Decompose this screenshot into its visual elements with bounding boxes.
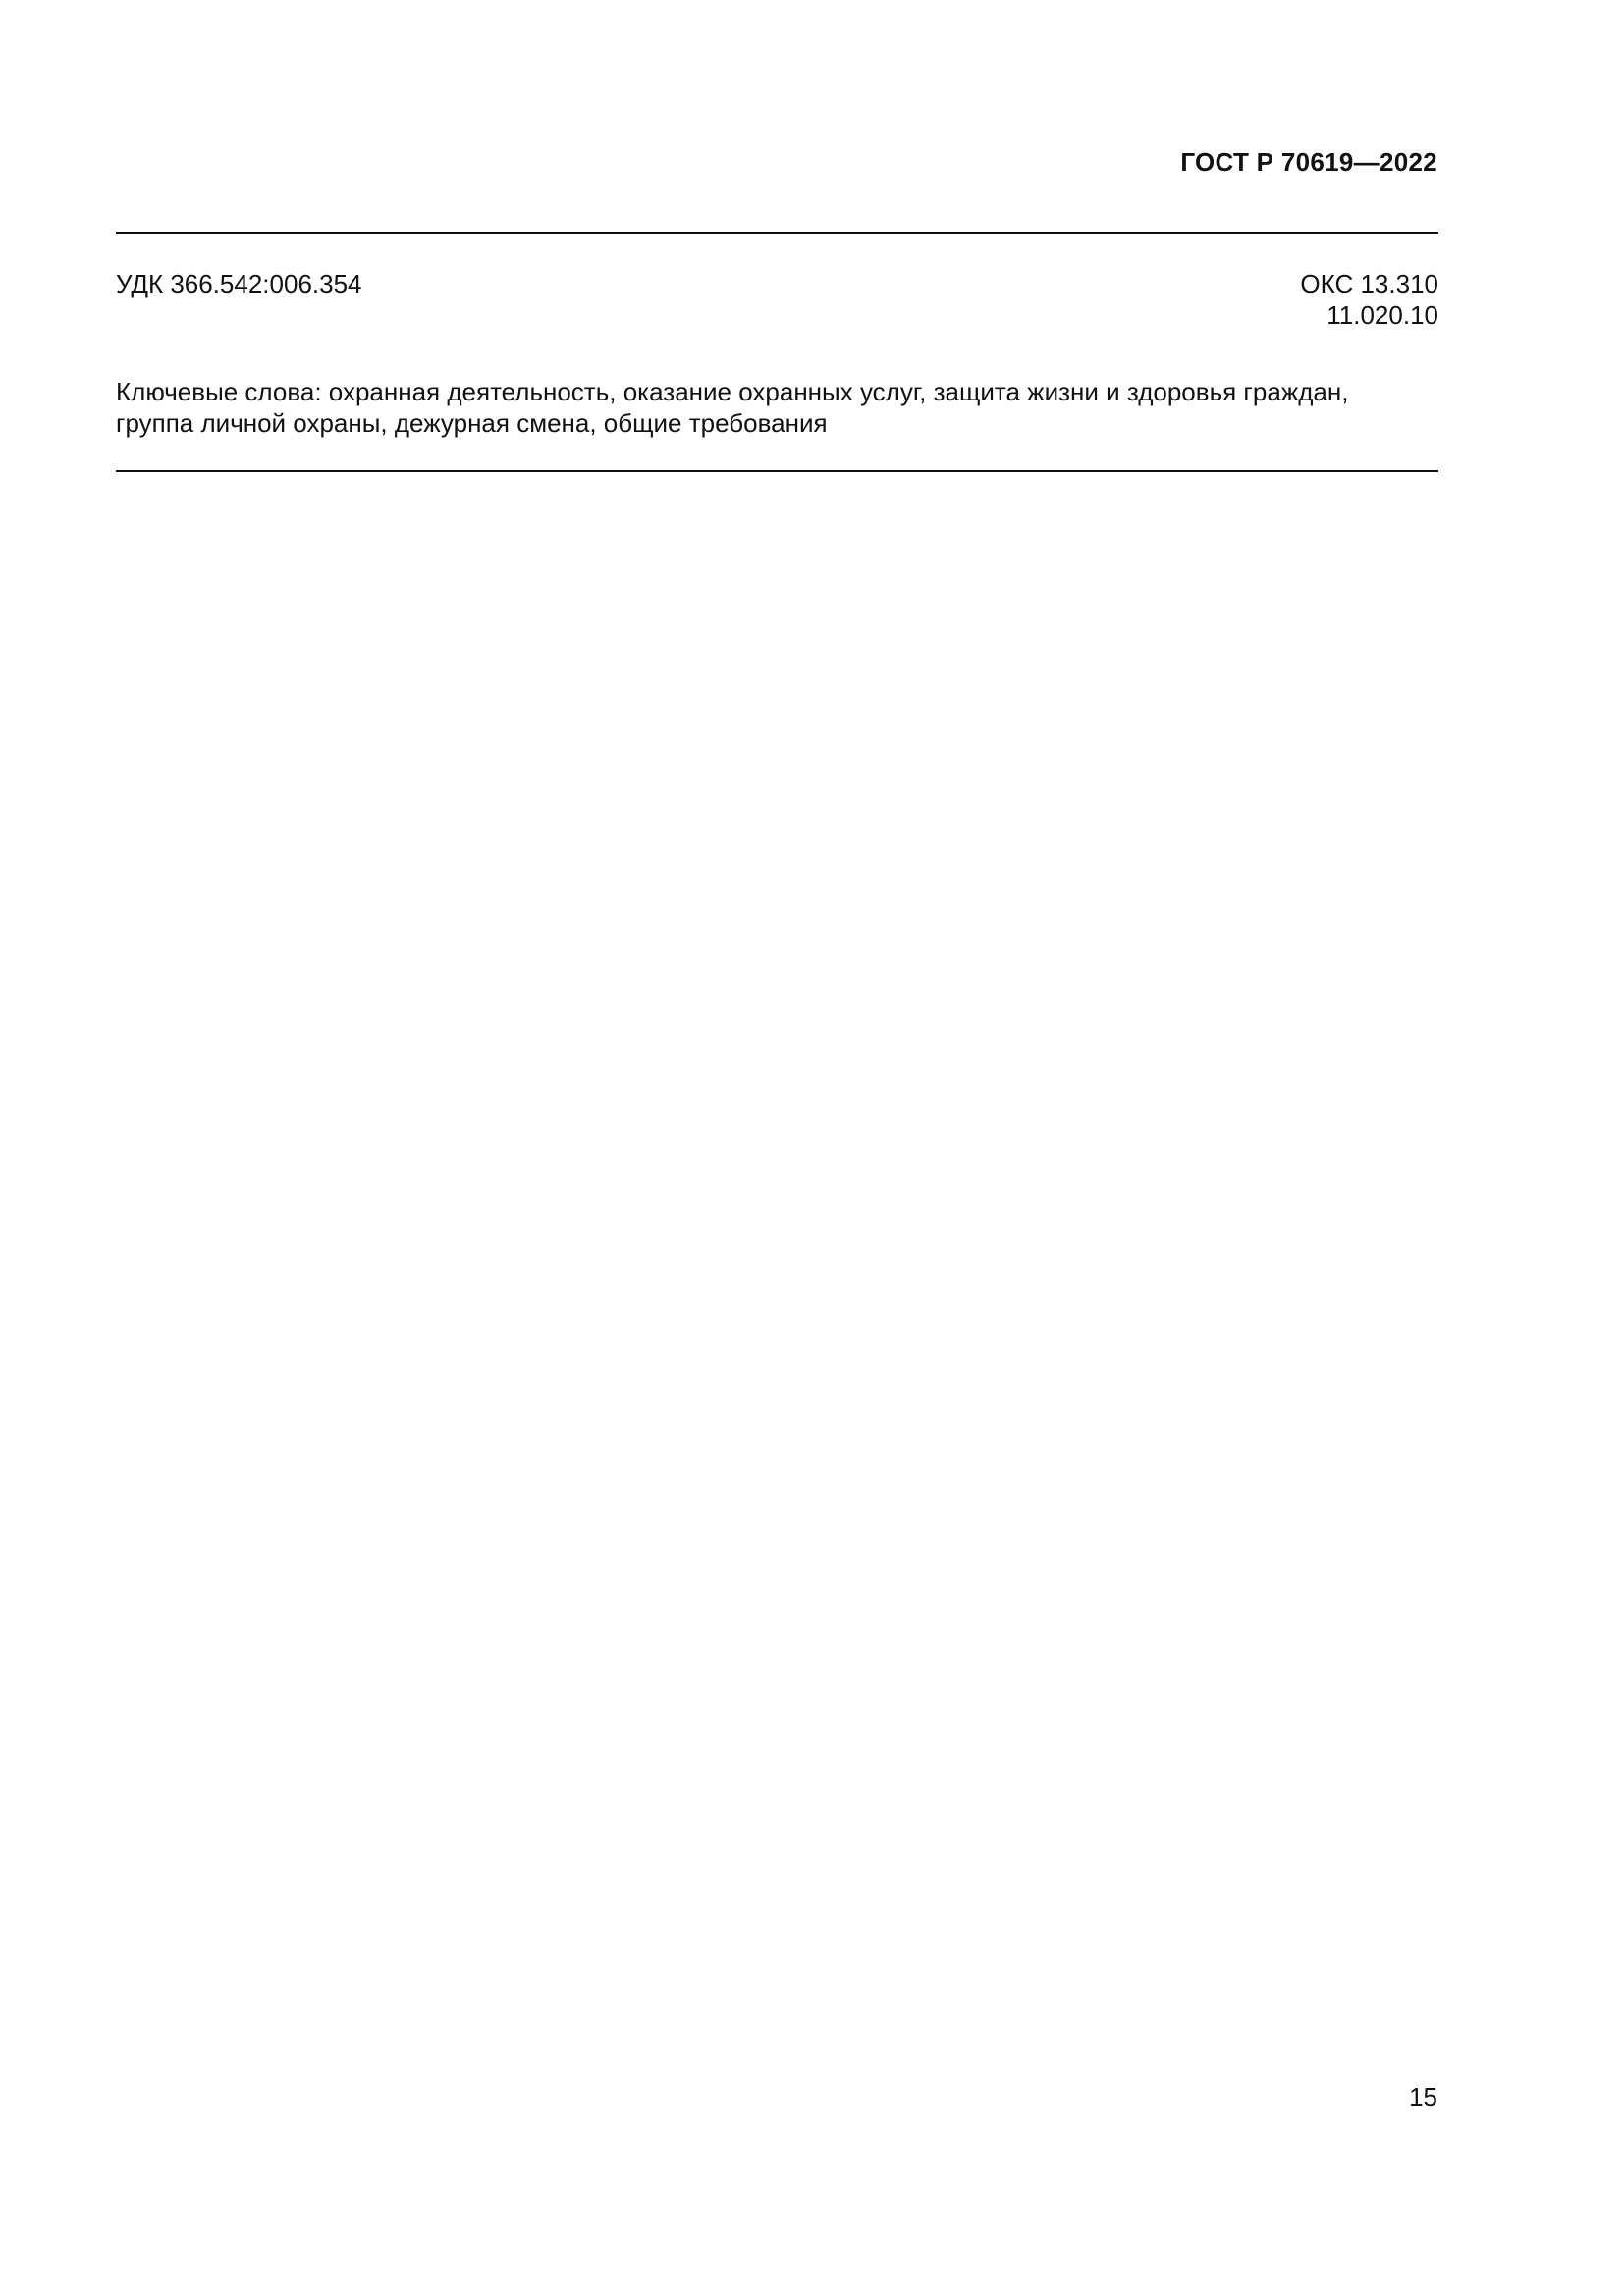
oks-code-line2: 11.020.10 bbox=[1326, 300, 1438, 330]
standard-designation: ГОСТ Р 70619—2022 bbox=[1180, 147, 1437, 177]
keywords-line1: Ключевые слова: охранная деятельность, оказание охранных услуг, защита жизни и здоровья граждан, bbox=[116, 377, 1349, 406]
keywords-line2: группа личной охраны, дежурная смена, общие требования bbox=[116, 408, 828, 438]
keywords-block bbox=[116, 376, 1451, 439]
bottom-divider bbox=[116, 470, 1438, 472]
top-divider bbox=[116, 232, 1438, 234]
udk-code: УДК 366.542:006.354 bbox=[116, 269, 362, 298]
oks-codes bbox=[1300, 268, 1438, 331]
oks-code-line1: ОКС 13.310 bbox=[1300, 269, 1438, 298]
page-number: 15 bbox=[1409, 2082, 1437, 2111]
